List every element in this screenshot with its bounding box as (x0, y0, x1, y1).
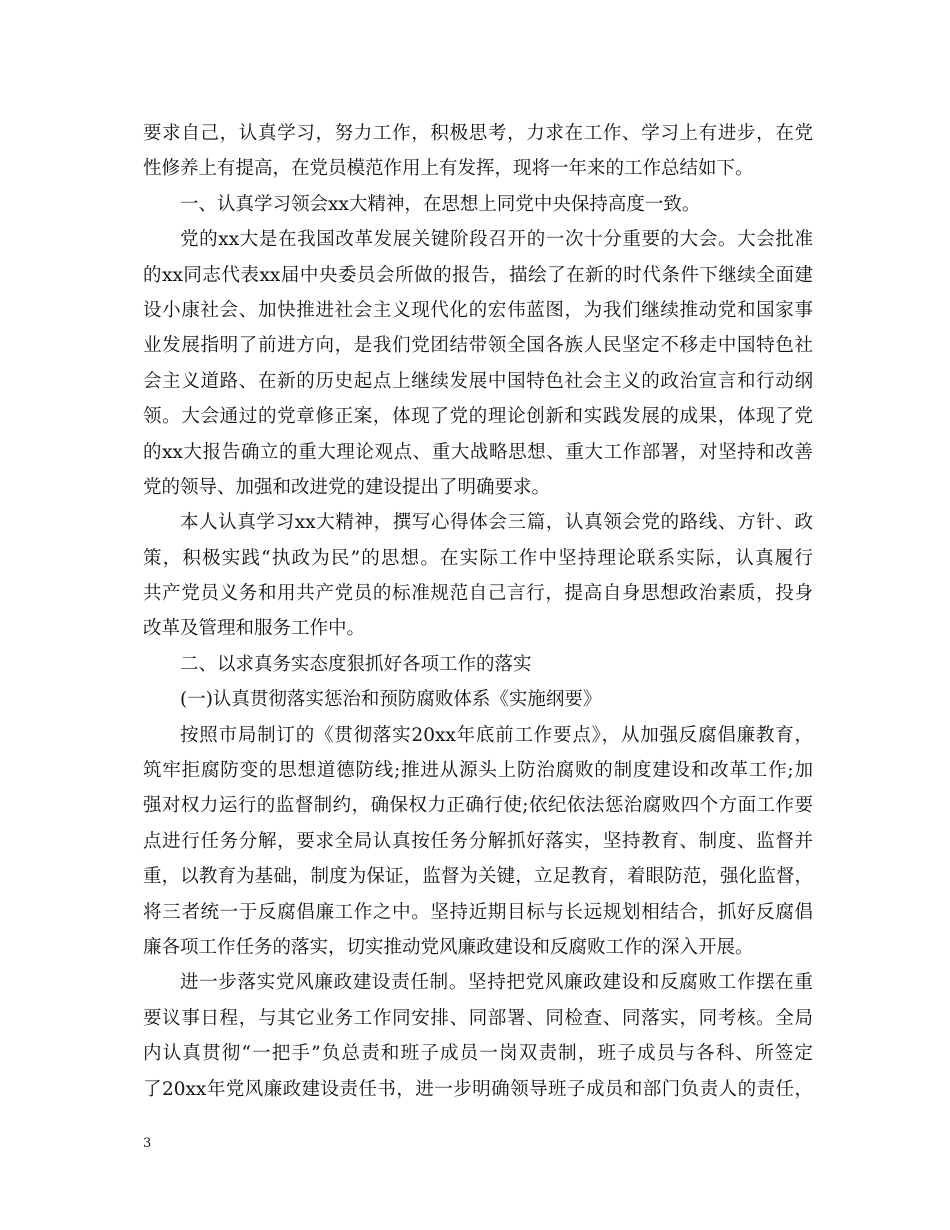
document-body (143, 116, 813, 1107)
text-line: 性修养上有提高，在党员模范作用上有发挥，现将一年来的工作总结如下。 (143, 158, 754, 180)
text-line: (一)认真贯彻落实惩治和预防腐败体系《实施纲要》 (180, 689, 602, 711)
text-line: 将三者统一于反腐倡廉工作之中。坚持近期目标与长远规划相结合，抓好反腐倡 (143, 901, 813, 923)
text-line: 的xx大报告确立的重大理论观点、重大战略思想、重大工作部署，对坚持和改善 (143, 441, 813, 463)
text-line: 强对权力运行的监督制约，确保权力正确行使;依纪依法惩治腐败四个方面工作要 (143, 795, 813, 817)
text-line: 的xx同志代表xx届中央委员会所做的报告，描绘了在新的时代条件下继续全面建 (143, 264, 813, 286)
text-line: 要议事日程，与其它业务工作同安排、同部署、同检查、同落实，同考核。全局 (143, 1007, 813, 1029)
text-line: 设小康社会、加快推进社会主义现代化的宏伟蓝图，为我们继续推动党和国家事 (143, 299, 813, 321)
text-line: 内认真贯彻“一把手”负总责和班子成员一岗双责制，班子成员与各科、所签定 (143, 1043, 813, 1065)
text-line: 点进行任务分解，要求全局认真按任务分解抓好落实，坚持教育、制度、监督并 (143, 830, 813, 852)
text-line: 业发展指明了前进方向，是我们党团结带领全国各族人民坚定不移走中国特色社 (143, 335, 813, 357)
text-line: 本人认真学习xx大精神，撰写心得体会三篇，认真领会党的路线、方针、政 (180, 512, 813, 534)
text-line: 按照市局制订的《贯彻落实20xx年底前工作要点》，从加强反腐倡廉教育， (180, 724, 813, 746)
text-line: 要求自己，认真学习，努力工作，积极思考，力求在工作、学习上有进步，在党 (143, 123, 813, 144)
text-line: 改革及管理和服务工作中。 (143, 618, 366, 640)
text-line: 策，积极实践“执政为民”的思想。在实际工作中坚持理论联系实际，认真履行 (143, 547, 813, 569)
text-line: 领。大会通过的党章修正案，体现了党的理论创新和实践发展的成果，体现了党 (143, 406, 813, 428)
text-line: 廉各项工作任务的落实，切实推动党风廉政建设和反腐败工作的深入开展。 (143, 936, 754, 958)
text-line: 党的领导、加强和改进党的建设提出了明确要求。 (143, 476, 551, 498)
text-line: 共产党员义务和用共产党员的标准规范自己言行，提高自身思想政治素质，投身 (143, 583, 813, 605)
text-line: 筑牢拒腐防变的思想道德防线;推进从源头上防治腐败的制度建设和改革工作;加 (143, 760, 813, 782)
text-line: 一、认真学习领会xx大精神，在思想上同党中央保持高度一致。 (180, 193, 701, 215)
page-number: 3 (143, 1136, 152, 1151)
text-line: 党的xx大是在我国改革发展关键阶段召开的一次十分重要的大会。大会批准 (180, 229, 813, 251)
text-line: 了20xx年党风廉政建设责任书，进一步明确领导班子成员和部门负责人的责任， (143, 1078, 813, 1100)
text-line: 进一步落实党风廉政建设责任制。坚持把党风廉政建设和反腐败工作摆在重 (180, 972, 813, 994)
text-line: 重，以教育为基础，制度为保证，监督为关键，立足教育，着眼防范，强化监督， (143, 866, 813, 888)
text-line: 会主义道路、在新的历史起点上继续发展中国特色社会主义的政治宣言和行动纲 (143, 370, 813, 392)
text-line: 二、以求真务实态度狠抓好各项工作的落实 (180, 653, 532, 675)
